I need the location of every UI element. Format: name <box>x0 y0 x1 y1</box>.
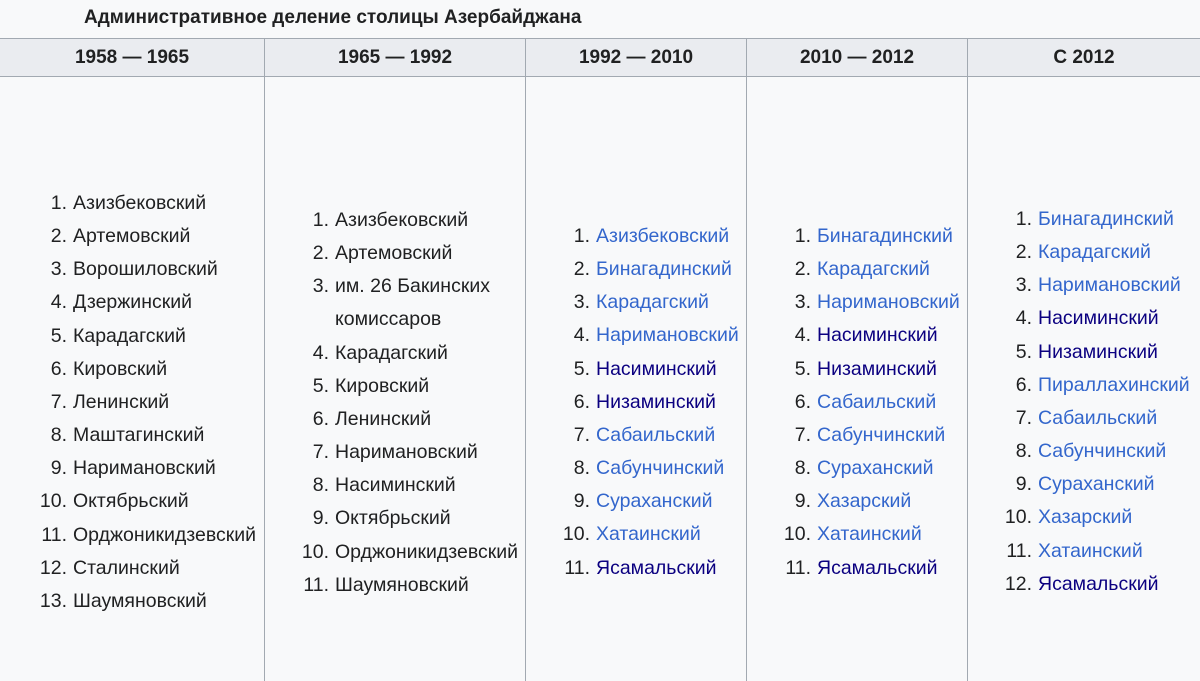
list-item[interactable] <box>1015 302 1190 335</box>
district-list <box>39 187 257 618</box>
list-item[interactable] <box>562 518 739 551</box>
district-link[interactable]: Сабаильский <box>817 390 937 413</box>
district-link[interactable]: Хатаинский <box>1038 539 1143 562</box>
district-link[interactable]: Карадагский <box>596 291 709 314</box>
list-item[interactable] <box>573 419 739 452</box>
list-item[interactable] <box>1015 203 1190 236</box>
item-number: 1. <box>312 209 329 231</box>
list-item[interactable] <box>564 552 739 585</box>
district-link[interactable]: Хазарский <box>817 490 912 513</box>
district-link[interactable]: Бинагадинский <box>817 225 953 247</box>
item-number: 4. <box>573 324 590 347</box>
item-number: 3. <box>573 291 590 314</box>
district-link[interactable]: Низаминский <box>596 390 716 413</box>
list-item[interactable] <box>794 386 960 419</box>
list-item[interactable] <box>794 319 960 352</box>
district-link[interactable]: Азизбековский <box>596 225 730 247</box>
item-number: 3. <box>794 291 811 314</box>
item-number: 1. <box>50 192 67 214</box>
list-item[interactable] <box>794 353 960 386</box>
item-number: 8. <box>794 457 811 480</box>
district-name: Маштагинский <box>73 424 205 447</box>
column-header: 1965 — 1992 <box>265 39 525 77</box>
list-item <box>39 585 256 618</box>
item-number: 8. <box>50 424 67 447</box>
list-item <box>312 337 525 370</box>
district-link[interactable]: Сабаильский <box>596 423 716 446</box>
district-name: Кировский <box>335 374 430 397</box>
list-item <box>312 436 525 469</box>
item-number: 4. <box>794 324 811 347</box>
item-number: 3. <box>312 275 329 298</box>
list-item <box>312 469 525 502</box>
item-number: 11. <box>1006 539 1032 562</box>
district-name: Наримановский <box>73 457 216 480</box>
item-number: 4. <box>312 341 329 364</box>
item-number: 11. <box>303 573 329 596</box>
list-item[interactable] <box>573 319 739 352</box>
item-number: 4. <box>50 291 67 314</box>
district-name: Орджоникидзевский <box>335 540 519 563</box>
item-number: 5. <box>312 374 329 397</box>
district-link[interactable]: Сабунчинский <box>1038 440 1167 463</box>
list-item[interactable] <box>794 485 960 518</box>
item-number: 2. <box>573 258 590 281</box>
district-link[interactable]: Наримановский <box>817 291 960 314</box>
item-number: 1. <box>1015 208 1032 230</box>
list-item <box>50 253 256 286</box>
column-1992-2010 <box>525 39 746 681</box>
list-item <box>50 286 256 319</box>
list-item <box>39 485 256 518</box>
item-number: 10. <box>1004 506 1032 529</box>
list-item <box>50 386 256 419</box>
list-item <box>50 320 256 353</box>
list-item <box>312 237 525 270</box>
district-name: Наримановский <box>335 441 478 464</box>
item-number: 3. <box>50 258 67 281</box>
item-number: 7. <box>1015 406 1032 429</box>
district-link[interactable]: Наримановский <box>596 324 739 347</box>
item-number: 2. <box>1015 241 1032 264</box>
list-item[interactable] <box>794 253 960 286</box>
list-item <box>301 536 525 569</box>
item-number: 6. <box>50 357 67 380</box>
district-link[interactable]: Низаминский <box>817 357 937 380</box>
district-link[interactable]: Низаминский <box>1038 340 1158 363</box>
district-link[interactable]: Насиминский <box>1038 307 1159 330</box>
list-item[interactable] <box>1015 336 1190 369</box>
caption-text: Административное деление столицы Азербайджана <box>84 7 582 28</box>
item-number: 12. <box>1004 572 1032 595</box>
list-item <box>50 187 256 220</box>
list-item <box>312 403 525 436</box>
list-item[interactable] <box>573 353 739 386</box>
district-name: им. 26 Бакинских комиссаров <box>335 275 491 331</box>
district-link[interactable]: Насиминский <box>817 324 938 347</box>
district-link[interactable]: Ясамальский <box>817 556 938 579</box>
list-item[interactable] <box>573 286 739 319</box>
item-number: 11. <box>785 556 811 579</box>
list-item[interactable] <box>794 419 960 452</box>
district-name: Ленинский <box>73 390 170 413</box>
list-item[interactable] <box>794 452 960 485</box>
column-1958-1965 <box>0 39 264 681</box>
district-name: Шаумяновский <box>335 573 469 596</box>
list-item <box>312 502 525 535</box>
list-item[interactable] <box>794 220 960 253</box>
district-name: Сталинский <box>73 556 180 579</box>
district-name: Азизбековский <box>335 209 469 231</box>
district-name: Азизбековский <box>73 192 207 214</box>
item-number: 6. <box>794 390 811 413</box>
list-item[interactable] <box>794 286 960 319</box>
list-item[interactable] <box>573 253 739 286</box>
list-item[interactable] <box>1015 402 1190 435</box>
item-number: 6. <box>1015 373 1032 396</box>
item-number: 5. <box>50 324 67 347</box>
item-number: 6. <box>573 390 590 413</box>
column-header: 1958 — 1965 <box>0 39 264 77</box>
item-number: 9. <box>1015 473 1032 496</box>
district-link[interactable]: Сабунчинский <box>817 423 946 446</box>
district-name: Октябрьский <box>73 490 189 513</box>
item-number: 8. <box>573 457 590 480</box>
list-item[interactable] <box>1015 435 1190 468</box>
district-list <box>301 204 525 602</box>
column-header: С 2012 <box>968 39 1200 77</box>
column-header: 2010 — 2012 <box>747 39 967 77</box>
list-item[interactable] <box>785 552 960 585</box>
district-link[interactable]: Ясамальский <box>596 556 717 579</box>
district-link[interactable]: Бинагадинский <box>1038 208 1174 230</box>
item-number: 5. <box>1015 340 1032 363</box>
item-number: 2. <box>312 242 329 265</box>
table-caption <box>0 0 1200 38</box>
item-number: 3. <box>1015 274 1032 297</box>
item-number: 9. <box>794 490 811 513</box>
item-number: 11. <box>564 556 590 579</box>
district-link[interactable]: Хатаинский <box>596 523 701 546</box>
item-number: 13. <box>39 589 67 612</box>
list-item <box>303 569 525 602</box>
district-link[interactable]: Сабунчинский <box>596 457 725 480</box>
item-number: 2. <box>794 258 811 281</box>
district-link[interactable]: Пираллахинский <box>1038 373 1190 396</box>
item-number: 9. <box>312 507 329 530</box>
district-link[interactable]: Хатаинский <box>817 523 922 546</box>
list-item <box>50 419 256 452</box>
district-link[interactable]: Насиминский <box>596 357 717 380</box>
list-item[interactable] <box>1015 269 1190 302</box>
district-link[interactable]: Сабаильский <box>1038 406 1158 429</box>
district-name: Дзержинский <box>73 291 193 314</box>
list-item[interactable] <box>573 386 739 419</box>
district-name: Артемовский <box>335 242 453 265</box>
district-link[interactable]: Сураханский <box>1038 473 1155 496</box>
list-item[interactable] <box>783 518 960 551</box>
district-name: Карадагский <box>73 324 186 347</box>
list-item[interactable] <box>573 452 739 485</box>
list-item[interactable] <box>1015 468 1190 501</box>
list-item <box>50 452 256 485</box>
item-number: 10. <box>301 540 329 563</box>
item-number: 9. <box>50 457 67 480</box>
district-list <box>562 220 739 585</box>
list-item <box>312 204 525 237</box>
district-link[interactable]: Бинагадинский <box>596 258 732 281</box>
item-number: 8. <box>312 474 329 497</box>
list-item[interactable] <box>1015 369 1190 402</box>
district-name: Ворошиловский <box>73 258 218 281</box>
district-link[interactable]: Наримановский <box>1038 274 1181 297</box>
column-header: 1992 — 2010 <box>526 39 746 77</box>
district-name: Кировский <box>73 357 168 380</box>
district-link[interactable]: Карадагский <box>817 258 930 281</box>
district-name: Ленинский <box>335 407 432 430</box>
district-link[interactable]: Ясамальский <box>1038 572 1159 595</box>
item-number: 1. <box>573 225 590 247</box>
item-number: 12. <box>39 556 67 579</box>
item-number: 10. <box>783 523 811 546</box>
item-number: 2. <box>50 225 67 248</box>
districts-table <box>0 38 1200 681</box>
district-name: Октябрьский <box>335 507 451 530</box>
district-name: Орджоникидзевский <box>73 523 257 546</box>
item-number: 1. <box>794 225 811 247</box>
list-item <box>50 220 256 253</box>
list-item[interactable] <box>1015 236 1190 269</box>
column-2010-2012 <box>746 39 967 681</box>
item-number: 6. <box>312 407 329 430</box>
district-link[interactable]: Хазарский <box>1038 506 1133 529</box>
district-list <box>1004 203 1190 601</box>
district-link[interactable]: Сураханский <box>817 457 934 480</box>
item-number: 8. <box>1015 440 1032 463</box>
item-number: 7. <box>794 423 811 446</box>
list-item[interactable] <box>573 220 739 253</box>
district-link[interactable]: Сураханский <box>596 490 713 513</box>
district-list <box>783 220 960 585</box>
district-name: Шаумяновский <box>73 589 207 612</box>
column-since-2012 <box>967 39 1200 681</box>
list-item <box>312 370 525 403</box>
district-name: Карадагский <box>335 341 448 364</box>
item-number: 4. <box>1015 307 1032 330</box>
item-number: 10. <box>39 490 67 513</box>
list-item <box>39 552 256 585</box>
item-number: 10. <box>562 523 590 546</box>
list-item[interactable] <box>1004 501 1190 534</box>
list-item[interactable] <box>1006 535 1190 568</box>
district-link[interactable]: Карадагский <box>1038 241 1151 264</box>
list-item[interactable] <box>1004 568 1190 601</box>
list-item <box>41 519 257 552</box>
district-name: Артемовский <box>73 225 191 248</box>
list-item <box>50 353 256 386</box>
list-item <box>312 270 525 336</box>
column-1965-1992 <box>264 39 525 681</box>
item-number: 5. <box>794 357 811 380</box>
district-name: Насиминский <box>335 474 456 497</box>
item-number: 7. <box>312 441 329 464</box>
item-number: 7. <box>50 390 67 413</box>
list-item[interactable] <box>573 485 739 518</box>
item-number: 9. <box>573 490 590 513</box>
item-number: 11. <box>41 523 67 546</box>
item-number: 5. <box>573 357 590 380</box>
item-number: 7. <box>573 423 590 446</box>
